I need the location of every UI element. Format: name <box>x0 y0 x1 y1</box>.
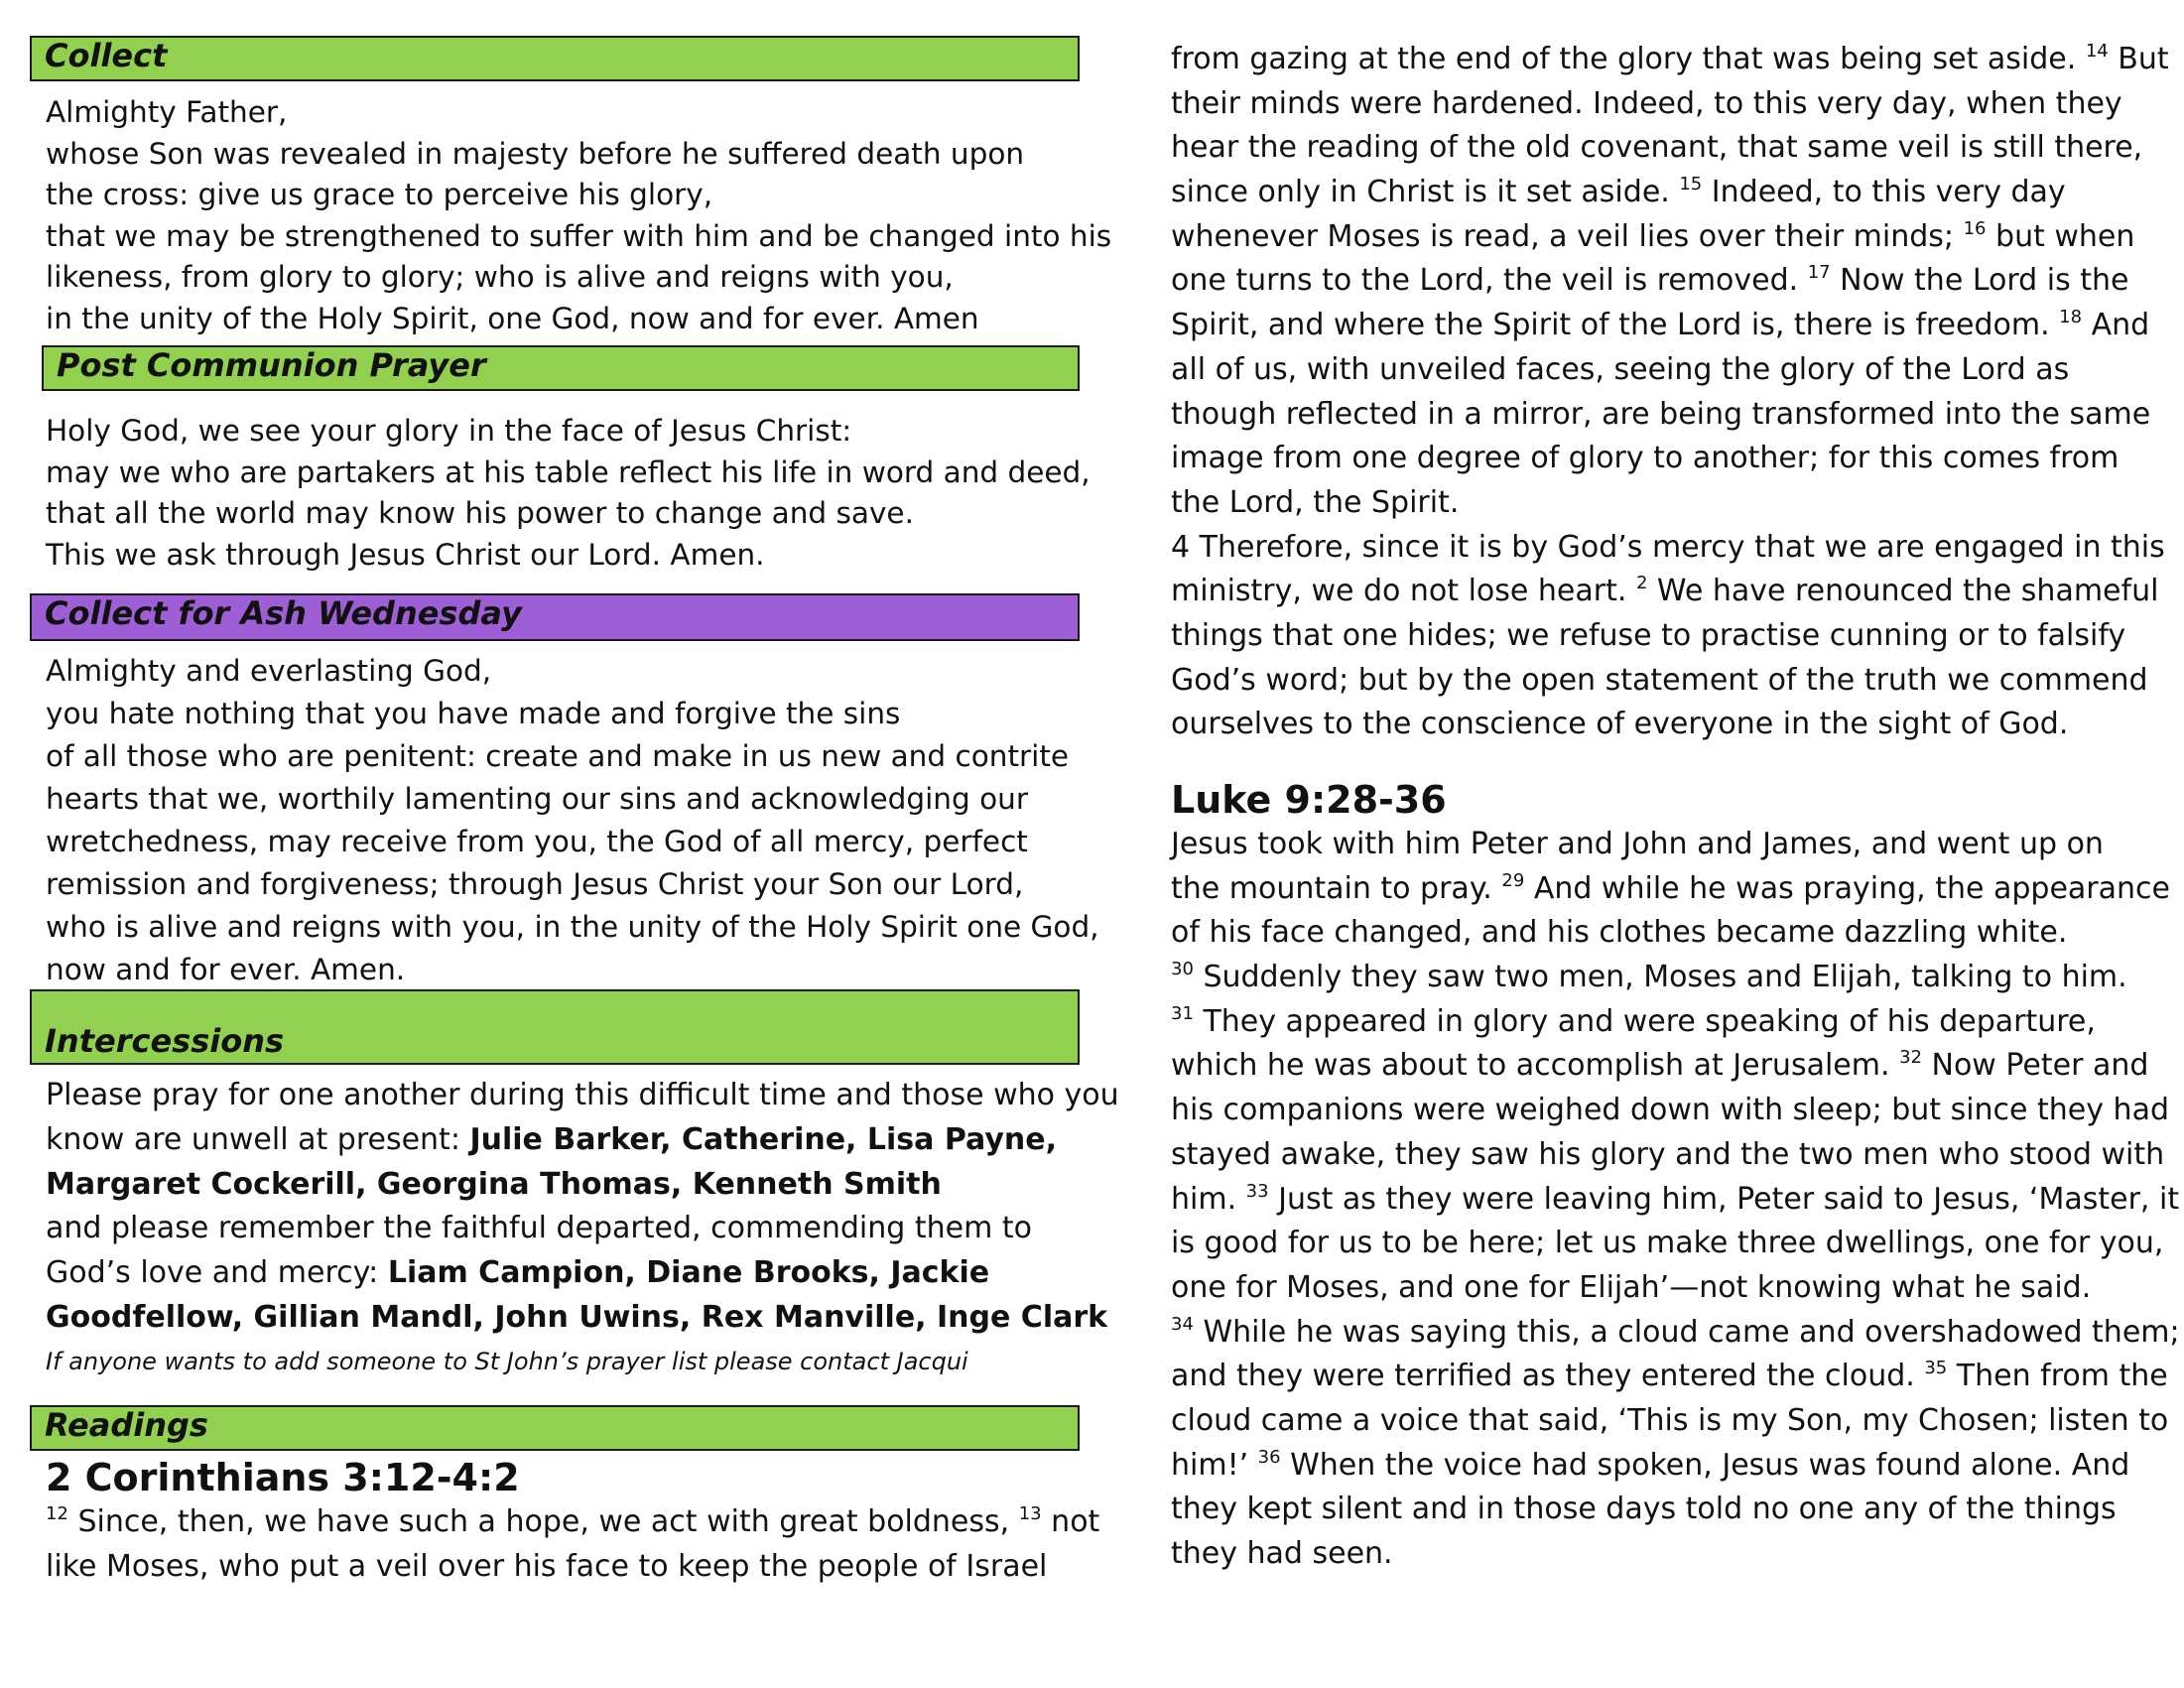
verse-line <box>1171 348 2169 393</box>
ash-wednesday-heading: Collect for Ash Wednesday <box>30 593 1080 641</box>
text-line: likeness, from glory to glory; who is alive and reigns with you, <box>46 260 954 294</box>
verse-text: When the voice had spoken, Jesus was found alone. And <box>1280 1447 2130 1483</box>
verse-text: all of us, with unveiled faces, seeing the glory of the Lord as <box>1171 351 2070 387</box>
verse-text: and they were terrified as they entered the cloud. <box>1171 1359 1925 1394</box>
collect-heading: Collect <box>30 36 1080 81</box>
text-line: remission and forgiveness; through Jesus Christ your Son our Lord, <box>46 867 1024 901</box>
readings-heading: Readings <box>30 1405 1080 1451</box>
verse-line <box>1171 570 2169 614</box>
text-line: Almighty and everlasting God, <box>46 654 492 688</box>
verse-number: 17 <box>1807 262 1831 284</box>
verse-line <box>1171 171 2169 215</box>
verse-text: cloud came a voice that said, ‘This is my Son, my Chosen; listen to <box>1171 1402 2169 1438</box>
verse-text: which he was about to accomplish at Jerusalem. <box>1171 1048 1900 1084</box>
verse-number: 32 <box>1899 1047 1922 1069</box>
text-line: you hate nothing that you have made and forgive the sins <box>46 697 901 730</box>
verse-text: from gazing at the end of the glory that was being set aside. <box>1171 42 2086 76</box>
names-departed: Goodfellow, Gillian Mandl, John Uwins, Rex Manville, Inge Clark <box>46 1299 1108 1335</box>
verse-number: 35 <box>1924 1358 1948 1379</box>
verse-line <box>1171 1000 2180 1045</box>
verse-text: Suddenly they saw two men, Moses and Elijah, talking to him. <box>1193 960 2127 995</box>
post-communion-text <box>46 411 1091 576</box>
verse-line <box>1171 614 2169 659</box>
verse-line <box>1171 1355 2180 1399</box>
verse-text: they kept silent and in those days told no one any of the things <box>1171 1492 2117 1527</box>
verse-line <box>1171 393 2169 438</box>
text-line: whose Son was revealed in majesty before he suffered death upon <box>46 136 1025 171</box>
text-line: hearts that we, worthily lamenting our sins and acknowledging our <box>46 782 1028 816</box>
verse-line <box>1171 1444 2180 1489</box>
verse-text: of his face changed, and his clothes became dazzling white. <box>1171 915 2068 951</box>
text-line: wretchedness, may receive from you, the God of all mercy, perfect <box>46 825 1028 858</box>
text-line: that we may be strengthened to suffer with him and be changed into his <box>46 218 1112 253</box>
prayer-list-note: If anyone wants to add someone to St John’s prayer list please contact Jacqui <box>46 1348 968 1375</box>
verse-line <box>1171 1178 2180 1223</box>
verse-text: they had seen. <box>1171 1536 1393 1571</box>
verse-line <box>46 1545 1099 1590</box>
reading2-text <box>1171 823 2180 1577</box>
verse-text: ministry, we do not lose heart. <box>1171 574 1636 609</box>
text-line: Please pray for one another during this difficult time and those who you <box>46 1078 1119 1112</box>
intercessions-heading: Intercessions <box>30 989 1080 1065</box>
verse-line <box>1171 1532 2180 1577</box>
verse-text: Spirit, and where the Spirit of the Lord is, there is freedom. <box>1171 308 2060 343</box>
text-line <box>46 1118 1119 1163</box>
verse-line <box>1171 1311 2180 1356</box>
verse-text: God’s word; but by the open statement of the truth we commend <box>1171 662 2148 698</box>
verse-number: 12 <box>46 1503 68 1524</box>
verse-text: things that one hides; we refuse to practise cunning or to falsify <box>1171 617 2126 653</box>
text-line: now and for ever. Amen. <box>46 953 406 986</box>
verse-text: Then from the <box>1947 1359 2168 1394</box>
text-line <box>46 1296 1119 1341</box>
text-line: of all those who are penitent: create and make in us new and contrite <box>46 739 1070 773</box>
verse-number: 34 <box>1171 1313 1194 1335</box>
verse-number: 18 <box>2059 307 2083 328</box>
verse-text: the mountain to pray. <box>1171 870 1502 906</box>
verse-text: their minds were hardened. Indeed, to this very day, when they <box>1171 85 2122 121</box>
text-line: who is alive and reigns with you, in the unity of the Holy Spirit one God, <box>46 910 1099 944</box>
collect-text <box>46 92 1111 339</box>
verse-line <box>1171 956 2180 1000</box>
verse-text: ourselves to the conscience of everyone in the sight of God. <box>1171 707 2069 742</box>
verse-text: Just as they were leaving him, Peter said to Jesus, ‘Master, it <box>1268 1181 2180 1217</box>
verse-line <box>1171 481 2169 526</box>
verse-text: one turns to the Lord, the veil is removed. <box>1171 263 1808 299</box>
verse-text: Indeed, to this very day <box>1702 175 2066 210</box>
verse-text: Now the Lord is the <box>1830 263 2129 299</box>
verse-text: one for Moses, and one for Elijah’—not knowing what he said. <box>1171 1269 2092 1305</box>
text-line: that all the world may know his power to change and save. <box>46 496 914 530</box>
verse-number: 33 <box>1245 1180 1269 1202</box>
reading1-left-text <box>46 1500 1099 1589</box>
text-line: Almighty Father, <box>46 95 288 129</box>
text-line <box>46 1163 1119 1208</box>
verse-line <box>1171 526 2169 571</box>
verse-text: his companions were weighed down with sleep; but since they had <box>1171 1093 2169 1128</box>
verse-line <box>1171 867 2180 912</box>
text-span: know are unwell at present: <box>46 1121 470 1157</box>
verse-text: But <box>2108 42 2169 76</box>
verse-line <box>1171 437 2169 481</box>
verse-text: but when <box>1986 218 2135 254</box>
verse-text: 4 Therefore, since it is by God’s mercy that we are engaged in this <box>1171 529 2165 565</box>
verse-line <box>1171 823 2180 867</box>
ash-wednesday-text <box>46 650 1099 991</box>
text-line: Holy God, we see your glory in the face of Jesus Christ: <box>46 414 852 448</box>
verse-number: 13 <box>1018 1503 1042 1524</box>
verse-text: hear the reading of the old covenant, that same veil is still there, <box>1171 130 2143 166</box>
verse-line <box>1171 1222 2180 1266</box>
verse-text: the Lord, the Spirit. <box>1171 484 1460 520</box>
verse-number: 2 <box>1635 573 1648 594</box>
verse-text: like Moses, who put a veil over his face to keep the people of Israel <box>46 1548 1048 1584</box>
reading2-title: Luke 9:28-36 <box>1171 778 1447 822</box>
verse-number: 15 <box>1679 174 1703 195</box>
verse-text: not <box>1041 1504 1100 1539</box>
text-line: and please remember the faithful departed, commending them to <box>46 1211 1032 1246</box>
names-unwell: Julie Barker, Catherine, Lisa Payne, <box>469 1121 1058 1157</box>
text-line: may we who are partakers at his table reflect his life in word and deed, <box>46 454 1091 489</box>
verse-text: though reflected in a mirror, are being transformed into the same <box>1171 396 2151 432</box>
verse-line <box>1171 1399 2180 1444</box>
verse-line <box>1171 259 2169 304</box>
verse-number: 29 <box>1501 869 1525 891</box>
verse-text: They appeared in glory and were speaking of his departure, <box>1193 1003 2096 1039</box>
verse-line <box>46 1500 1099 1545</box>
text-line <box>46 1251 1119 1296</box>
reading1-title: 2 Corinthians 3:12-4:2 <box>46 1456 520 1499</box>
verse-text: whenever Moses is read, a veil lies over their minds; <box>1171 218 1964 254</box>
verse-number: 31 <box>1171 1002 1194 1024</box>
verse-text: Now Peter and <box>1921 1048 2149 1084</box>
verse-line <box>1171 1266 2180 1311</box>
reading1-right-text <box>1171 38 2169 747</box>
verse-line <box>1171 659 2169 704</box>
verse-number: 36 <box>1257 1446 1281 1468</box>
verse-text: him!’ <box>1171 1447 1258 1483</box>
verse-line <box>1171 703 2169 747</box>
text-line: This we ask through Jesus Christ our Lord. Amen. <box>46 537 765 572</box>
verse-line <box>1171 1133 2180 1178</box>
verse-text: While he was saying this, a cloud came and overshadowed them; <box>1193 1314 2180 1350</box>
names-unwell: Margaret Cockerill, Georgina Thomas, Kenneth Smith <box>46 1166 942 1202</box>
verse-line <box>1171 1488 2180 1532</box>
verse-number: 14 <box>2085 41 2109 62</box>
intercessions-text <box>46 1074 1119 1341</box>
verse-text: And <box>2082 308 2150 343</box>
text-span: God’s love and mercy: <box>46 1255 388 1291</box>
verse-text: since only in Christ is it set aside. <box>1171 175 1680 210</box>
verse-line <box>1171 1089 2180 1133</box>
verse-text: We have renounced the shameful <box>1647 574 2159 609</box>
verse-line <box>1171 82 2169 127</box>
text-line: in the unity of the Holy Spirit, one God, now and for ever. Amen <box>46 301 979 335</box>
verse-text: image from one degree of glory to another; for this comes from <box>1171 441 2120 476</box>
verse-text: Jesus took with him Peter and John and James, and went up on <box>1171 827 2104 861</box>
verse-number: 30 <box>1171 959 1194 980</box>
verse-text: is good for us to be here; let us make three dwellings, one for you, <box>1171 1226 2164 1261</box>
text-line: the cross: give us grace to perceive his glory, <box>46 178 713 211</box>
post-communion-heading: Post Communion Prayer <box>42 345 1080 391</box>
verse-text: him. <box>1171 1181 1246 1217</box>
verse-line <box>1171 38 2169 82</box>
verse-line <box>1171 304 2169 348</box>
verse-text: And while he was praying, the appearance <box>1524 870 2170 906</box>
verse-line <box>1171 126 2169 171</box>
verse-line <box>1171 215 2169 260</box>
verse-line <box>1171 1044 2180 1089</box>
verse-text: Since, then, we have such a hope, we act with great boldness, <box>67 1504 1019 1539</box>
verse-text: stayed awake, they saw his glory and the two men who stood with <box>1171 1136 2165 1172</box>
verse-line <box>1171 911 2180 956</box>
verse-number: 16 <box>1963 217 1987 239</box>
names-departed: Liam Campion, Diane Brooks, Jackie <box>387 1255 990 1291</box>
